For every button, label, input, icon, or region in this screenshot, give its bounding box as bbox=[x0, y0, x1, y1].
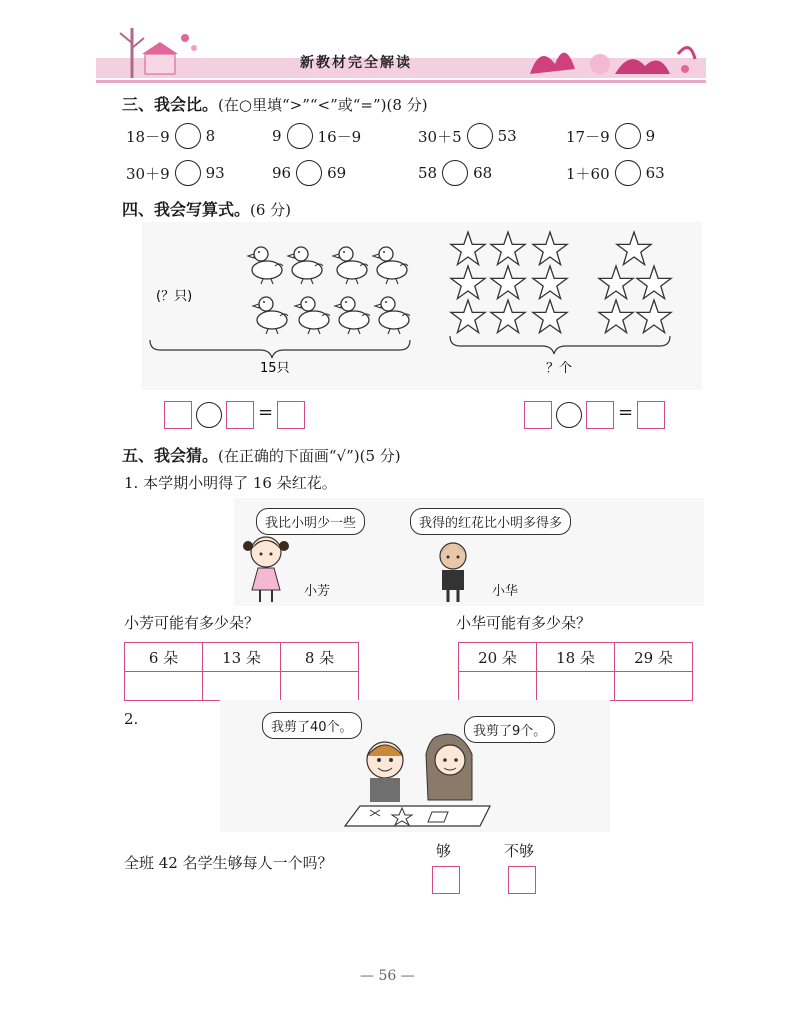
compare-right: 93 bbox=[205, 164, 225, 182]
compare-item bbox=[566, 123, 655, 149]
compare-item bbox=[272, 160, 346, 186]
option-cell: 13 朵 bbox=[203, 643, 281, 672]
section-3-title: 三、我会比。 bbox=[122, 95, 219, 114]
equation-box[interactable] bbox=[586, 401, 614, 429]
answer-cell[interactable] bbox=[203, 672, 281, 701]
house-tree-decoration-icon bbox=[110, 18, 200, 80]
answer-circle[interactable] bbox=[467, 123, 493, 149]
compare-left: 17－9 bbox=[566, 127, 610, 146]
boy-character-icon bbox=[428, 540, 478, 604]
section-4-score: (6 分) bbox=[250, 201, 292, 219]
left-question: 小芳可能有多少朵？ bbox=[124, 614, 260, 632]
section-3-instruction: (在○里填“>”“<”或“=”)(8 分) bbox=[218, 96, 428, 114]
equation-box[interactable] bbox=[277, 401, 305, 429]
compare-left: 9 bbox=[272, 127, 282, 145]
enough-answer-box[interactable] bbox=[432, 866, 460, 894]
question-2-number: 2. bbox=[124, 710, 139, 728]
equals-sign: = bbox=[258, 402, 274, 423]
compare-item bbox=[418, 160, 492, 186]
boy-speech-bubble: 我剪了40个。 bbox=[262, 712, 362, 739]
option-not-enough-label: 不够 bbox=[504, 842, 535, 860]
compare-item bbox=[126, 160, 225, 186]
answer-circle[interactable] bbox=[175, 160, 201, 186]
equation-box[interactable] bbox=[637, 401, 665, 429]
option-cell: 18 朵 bbox=[537, 643, 615, 672]
boy-speech-bubble: 我得的红花比小明多得多 bbox=[410, 508, 571, 535]
compare-right: 53 bbox=[497, 127, 517, 145]
compare-right: 68 bbox=[473, 164, 493, 182]
compare-right: 8 bbox=[205, 127, 216, 145]
operator-circle[interactable] bbox=[196, 402, 222, 428]
header-title: 新教材完全解读 bbox=[300, 55, 412, 71]
compare-left: 96 bbox=[272, 164, 292, 182]
section-5-heading bbox=[122, 443, 401, 466]
section-5-instruction: (在正确的下面画“√”)(5 分) bbox=[218, 447, 401, 465]
answer-circle[interactable] bbox=[442, 160, 468, 186]
girl-speech-bubble: 我比小明少一些 bbox=[256, 508, 365, 535]
equation-box[interactable] bbox=[226, 401, 254, 429]
option-cell: 8 朵 bbox=[281, 643, 359, 672]
right-options-table bbox=[458, 642, 693, 701]
question-2-text: 全班 42 名学生够每人一个吗？ bbox=[124, 854, 333, 872]
compare-right: 16－9 bbox=[317, 127, 362, 146]
section-3-heading bbox=[122, 92, 428, 115]
left-options-table bbox=[124, 642, 359, 701]
answer-circle[interactable] bbox=[615, 123, 641, 149]
star-total-label: ？个 bbox=[546, 361, 573, 376]
answer-circle[interactable] bbox=[175, 123, 201, 149]
question-1-text: 1. 本学期小明得了 16 朵红花。 bbox=[124, 474, 337, 492]
operator-circle[interactable] bbox=[556, 402, 582, 428]
compare-item bbox=[566, 160, 665, 186]
duck-unknown-label: (？只) bbox=[156, 289, 193, 304]
girl-speech-bubble: 我剪了9个。 bbox=[464, 716, 555, 743]
compare-item bbox=[126, 123, 215, 149]
right-question: 小华可能有多少朵？ bbox=[456, 614, 592, 632]
compare-left: 1＋60 bbox=[566, 164, 610, 183]
girl-name-label: 小芳 bbox=[304, 584, 331, 599]
compare-left: 30＋5 bbox=[418, 127, 462, 146]
equation-box[interactable] bbox=[524, 401, 552, 429]
answer-cell[interactable] bbox=[537, 672, 615, 701]
compare-item bbox=[272, 123, 361, 149]
answer-cell[interactable] bbox=[459, 672, 537, 701]
option-cell: 20 朵 bbox=[459, 643, 537, 672]
answer-circle[interactable] bbox=[296, 160, 322, 186]
answer-circle[interactable] bbox=[287, 123, 313, 149]
answer-cell[interactable] bbox=[281, 672, 359, 701]
figure-panel bbox=[142, 222, 702, 390]
children-cutting-icon bbox=[340, 730, 500, 830]
girl-character-icon bbox=[236, 532, 296, 604]
page-number: — 56 — bbox=[360, 968, 415, 984]
equals-sign: = bbox=[618, 402, 634, 423]
answer-circle[interactable] bbox=[615, 160, 641, 186]
option-cell: 29 朵 bbox=[615, 643, 693, 672]
section-4-title: 四、我会写算式。 bbox=[122, 200, 251, 219]
section-5-title: 五、我会猜。 bbox=[122, 446, 219, 465]
answer-cell[interactable] bbox=[615, 672, 693, 701]
compare-left: 58 bbox=[418, 164, 438, 182]
compare-left: 30＋9 bbox=[126, 164, 170, 183]
option-cell: 6 朵 bbox=[125, 643, 203, 672]
answer-cell[interactable] bbox=[125, 672, 203, 701]
equation-box[interactable] bbox=[164, 401, 192, 429]
compare-right: 63 bbox=[645, 164, 665, 182]
not-enough-answer-box[interactable] bbox=[508, 866, 536, 894]
flower-decoration-icon bbox=[520, 34, 700, 80]
boy-name-label: 小华 bbox=[492, 584, 519, 599]
option-enough-label: 够 bbox=[436, 842, 452, 860]
compare-right: 9 bbox=[645, 127, 656, 145]
compare-left: 18－9 bbox=[126, 127, 170, 146]
header-line bbox=[96, 80, 706, 83]
section-4-heading bbox=[122, 197, 291, 220]
compare-item bbox=[418, 123, 517, 149]
duck-total-label: 15只 bbox=[260, 361, 290, 376]
compare-right: 69 bbox=[327, 164, 347, 182]
